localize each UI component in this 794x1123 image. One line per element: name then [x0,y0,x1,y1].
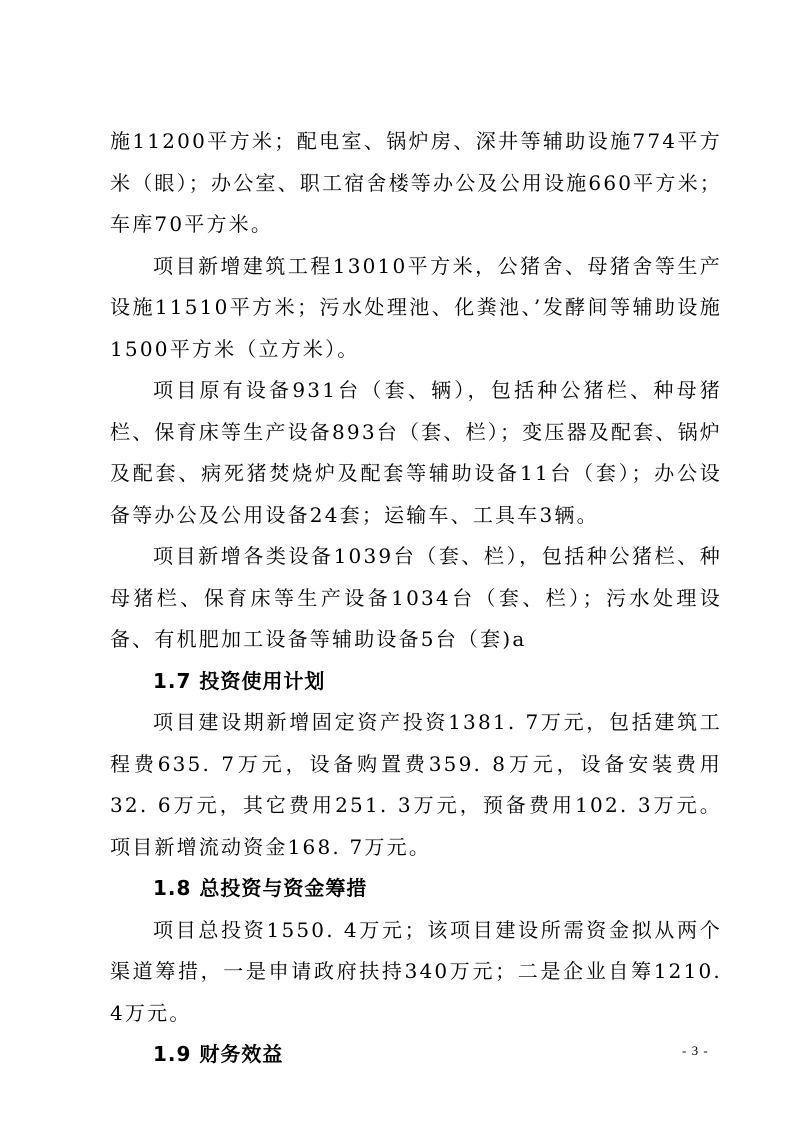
page-number: - 3 - [682,1043,709,1058]
section-heading-1-7: 1.7 投资使用计划 [153,668,326,693]
paragraph-total-investment: 项目总投资1550. 4万元；该项目建设所需资金拟从两个渠道筹措，一是申请政府扶持340万元；二是企业自筹1210. 4万元。 [110,917,722,1025]
paragraph-facilities-continuation: 施11200平方米；配电室、锅炉房、深井等辅助设施774平方米（眼）；办公室、职工宿舍楼等办公及公用设施660平方米；车库70平方米。 [110,129,722,236]
section-heading-1-8: 1.8 总投资与资金筹措 [153,876,368,900]
paragraph-new-construction: 项目新增建筑工程13010平方米，公猪舍、母猪舍等生产设施11510平方米；污水处理池、化粪池、’发酵间等辅助设施1500平方米（立方米）。 [110,253,722,361]
paragraph-original-equipment: 项目原有设备931台（套、辆），包括种公猪栏、种母猪栏、保育床等生产设备893台（套、栏）；变压器及配套、锅炉及配套、病死猪焚烧炉及配套等辅助设备11台（套）；办公设备等办公及公用设备24套；运输车、工具车3辆。 [110,378,722,527]
paragraph-investment-plan: 项目建设期新增固定资产投资1381. 7万元，包括建筑工程费635. 7万元，设备购置费359. 8万元，设备安装费用32. 6万元，其它费用251. 3万元，预备费用102. 3万元。项目新增流动资金168. 7万元。 [110,710,722,859]
document-body [110,121,722,1076]
paragraph-new-equipment: 项目新增各类设备1039台（套、栏），包括种公猪栏、种母猪栏、保育床等生产设备1034台（套、栏）；污水处理设备、有机肥加工设备等辅助设备5台（套)a [110,544,722,651]
section-heading-1-9: 1.9 财务效益 [153,1042,284,1066]
